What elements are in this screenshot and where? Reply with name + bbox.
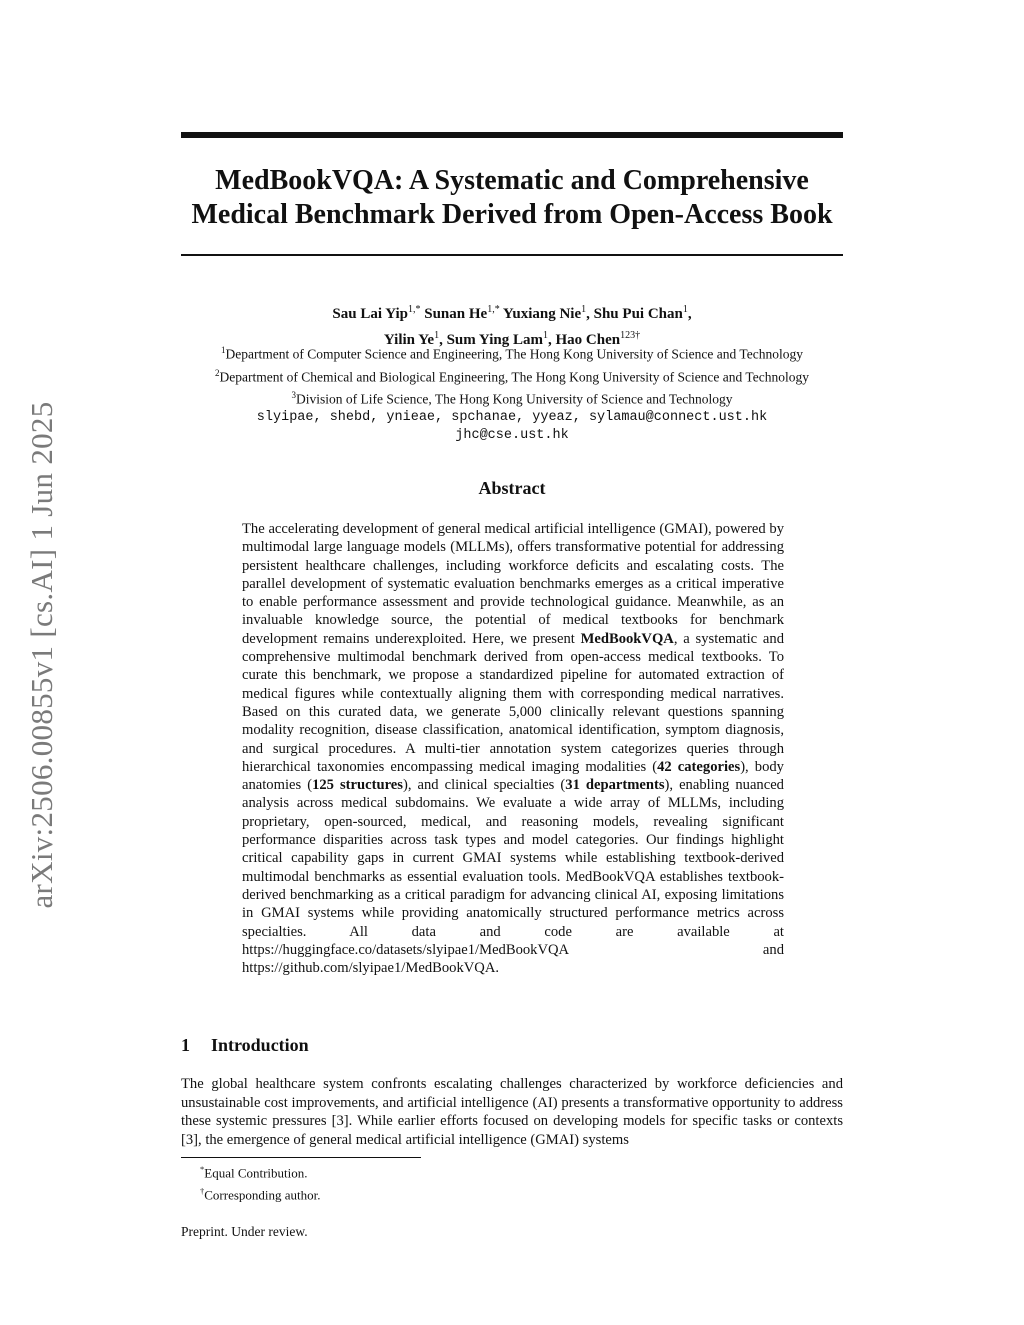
author-line-1 <box>160 299 864 325</box>
introduction-text: The global healthcare system confronts escalating challenges characterized by workforce deficiencies and unsustainable cost improvements, and artificial intelligence (AI) presents a transformative opportunity to address these systemic pressures [3]. While earlier efforts focused on developing models for specific tasks or contexts [3], the emergence of general medical artificial intelligence (GMAI) systems <box>181 1076 843 1148</box>
title-line-2: Medical Benchmark Derived from Open-Access Book <box>191 199 833 230</box>
abstract-text: The accelerating development of general medical artificial intelligence (GMAI), powered by multimodal large language models (MLLMs), offers transformative potential for addressing persistent healthcare challenges, including workforce deficits and escalating costs. The parallel development of systematic evaluation benchmarks emerges as a critical imperative to enable performance assessment and provide technological guidance. Meanwhile, as an invaluable knowledge source, the potential of medical textbooks for benchmark development remains underexploited. Here, we present MedBookVQA, a systematic and comprehensive multimodal benchmark derived from open-access medical textbooks. To curate this benchmark, we propose a standardized pipeline for automated extraction of medical figures while contextually aligning them with corresponding medical narratives. Based on this curated data, we generate 5,000 clinically relevant questions spanning modality recognition, disease classification, anatomical identification, symptom diagnosis, and surgical procedures. A multi-tier annotation system categorizes queries through hierarchical taxonomies encompassing medical imaging modalities (42 categories), body anatomies (125 structures), and clinical specialties (31 departments), enabling nuanced analysis across medical subdomains. We evaluate a wide array of MLLMs, including proprietary, open-sourced, medical, and reasoning models, revealing significant performance disparities across task types and model categories. Our findings highlight critical capability gaps in current GMAI systems while establishing textbook-derived multimodal benchmarks as essential evaluation tools. MedBookVQA establishes textbook-derived benchmarking as a critical paradigm for advancing clinical AI, exposing limitations in GMAI systems while providing anatomically structured performance metrics across specialties. All data and code are available at https://huggingface.co/datasets/slyipae1/MedBookVQA and https://github.com/slyipae1/MedBookVQA. <box>242 521 785 977</box>
footnote: †Corresponding author. <box>200 1186 321 1203</box>
author: Sau Lai Yip$^{1,*}$ <box>332 304 421 322</box>
footnotes <box>200 1160 321 1205</box>
section-heading-introduction: 1 Introduction <box>181 1035 309 1055</box>
footnote-rule <box>181 1157 421 1158</box>
affiliation: $^3$Division of Life Science, The Hong Kong University of Science and Technology <box>291 390 733 407</box>
affiliation: $^2$Department of Chemical and Biological Engineering, The Hong Kong University of Science and Technology <box>215 367 809 385</box>
author: Shu Pui Chan$^1$, <box>593 304 692 322</box>
preprint-footer: Preprint. Under review. <box>181 1224 308 1239</box>
author: Hao Chen$^{123\dagger}$ <box>555 330 641 348</box>
author: Sunan $He^{1,*}$ <box>424 304 500 322</box>
abstract-heading: Abstract <box>478 478 546 498</box>
affiliation: $^1$Department of Computer Science and Engineering, The Hong Kong University of Science and Technology <box>221 345 803 362</box>
email-line[interactable]: jhc@cse.ust.hk <box>455 428 569 444</box>
author: Sum Ying Lam$^1$, <box>446 330 552 348</box>
title-top-rule <box>181 132 843 138</box>
affiliations <box>150 341 874 446</box>
title-line-1: MedBookVQA: A Systematic and Comprehensive <box>215 165 809 196</box>
footnote: *Equal Contribution. <box>200 1164 308 1181</box>
arxiv-identifier[interactable]: arXiv:2506.00855v1 [cs.AI] 1 Jun 2025 <box>24 401 59 909</box>
email-line[interactable]: slyipae, shebd, ynieae, spchanae, yyeaz, sylamau@connect.ust.hk <box>256 410 768 426</box>
author: Yuxiang Nie$^1$, <box>502 304 590 322</box>
author: Yilin Ye$^1$, <box>383 330 443 348</box>
title-bottom-rule <box>181 254 843 256</box>
paper-title <box>160 164 864 232</box>
